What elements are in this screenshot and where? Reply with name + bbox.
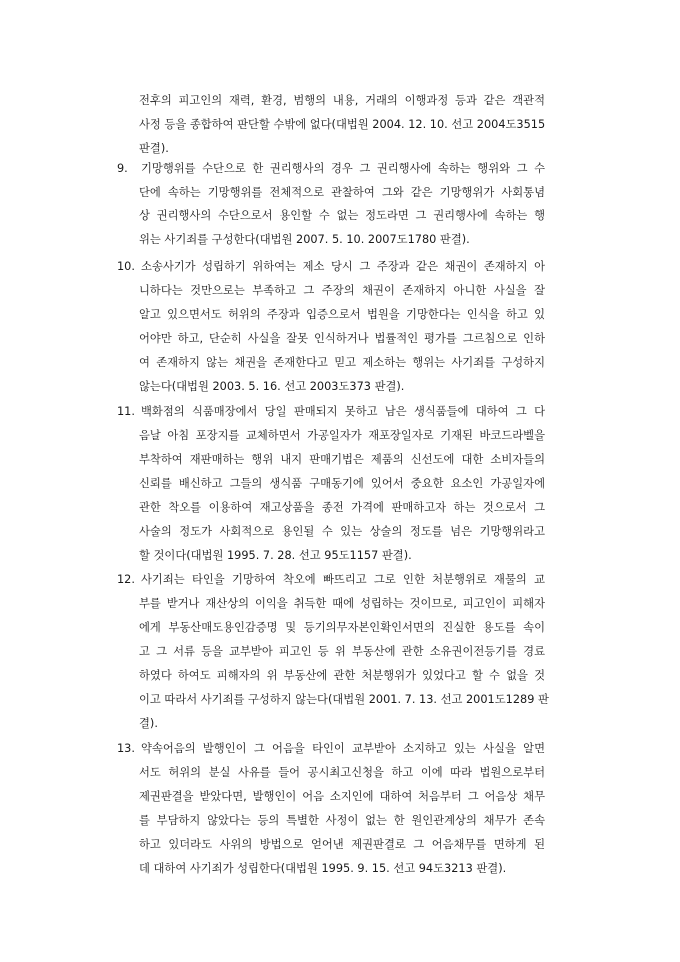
text-line: 음날 아침 포장지를 교체하면서 가공일자가 재포장일자로 기재된 바코드라벨을 bbox=[139, 429, 545, 442]
text-line: 서도 허위의 분실 사유를 들어 공시최고신청을 하고 이에 따라 법원으로부터 bbox=[139, 766, 545, 779]
text-line: 기망행위를 수단으로 한 권리행사의 경우 그 권리행사에 속하는 행위와 그 수 bbox=[141, 162, 545, 175]
text-line: 소송사기가 성립하기 위하여는 제소 당시 그 주장과 같은 채권이 존재하지 아 bbox=[141, 260, 545, 273]
text-line: 결). bbox=[139, 717, 158, 730]
item-number: 13. bbox=[117, 742, 135, 755]
text-line: 알고 있으면서도 허위의 주장과 입증으로서 법원을 기망한다는 인식을 하고 있 bbox=[139, 308, 545, 321]
item-number: 10. bbox=[117, 260, 135, 273]
text-line: 를 부담하지 않았다는 등의 특별한 사정이 없는 한 원인관계상의 채무가 존속 bbox=[139, 814, 545, 827]
text-line: 어야만 하고, 단순히 사실을 잘못 인식하거나 법률적인 평가를 그르침으로 인하 bbox=[139, 332, 545, 345]
text-line: 니하다는 것만으로는 부족하고 그 주장의 채권이 존재하지 아니한 사실을 잘 bbox=[139, 284, 545, 297]
text-line: 데 대하여 사기죄가 성립한다(대법원 1995. 9. 15. 선고 94도3213 판결). bbox=[139, 862, 507, 875]
text-line: 신뢰를 배신하고 그들의 생식품 구매동기에 있어서 중요한 요소인 가공일자에 bbox=[139, 477, 545, 490]
text-line: 관한 착오를 이용하여 재고상품을 종전 가격에 판매하고자 하는 것으로서 그 bbox=[139, 501, 545, 514]
text-line: 않는다(대법원 2003. 5. 16. 선고 2003도373 판결). bbox=[139, 380, 405, 393]
text-line: 전후의 피고인의 재력, 환경, 범행의 내용, 거래의 이행과정 등과 같은 객관적 bbox=[139, 94, 545, 107]
item-number: 9. bbox=[117, 162, 128, 175]
text-line: 고 그 서류 등을 교부받아 피고인 등 위 부동산에 관한 소유권이전등기를 경료 bbox=[139, 645, 545, 658]
text-line: 제권판결을 받았다면, 발행인이 어음 소지인에 대하여 처음부터 그 어음상 채무 bbox=[139, 790, 545, 803]
text-line: 할 것이다(대법원 1995. 7. 28. 선고 95도1157 판결). bbox=[139, 549, 412, 562]
item-number: 11. bbox=[117, 405, 135, 418]
text-line: 사정 등을 종합하여 판단할 수밖에 없다(대법원 2004. 12. 10. 선고 2004도3515 bbox=[139, 118, 546, 131]
text-line: 여 존재하지 않는 채권을 존재한다고 믿고 제소하는 행위는 사기죄를 구성하지 bbox=[139, 356, 545, 369]
text-line: 부착하여 재판매하는 행위 내지 판매기법은 제품의 신선도에 대한 소비자들의 bbox=[139, 453, 545, 466]
text-line: 에게 부동산매도용인감증명 및 등기의무자본인확인서면의 진실한 용도를 속이 bbox=[139, 621, 545, 634]
text-line: 판결). bbox=[139, 142, 169, 155]
text-line: 부를 받거나 재산상의 이익을 취득한 때에 성립하는 것이므로, 피고인이 피해자 bbox=[139, 597, 545, 610]
text-line: 단에 속하는 기망행위를 전체적으로 관찰하여 그와 같은 기망행위가 사회통념 bbox=[139, 186, 545, 199]
text-line: 위는 사기죄를 구성한다(대법원 2007. 5. 10. 2007도1780 판결). bbox=[139, 233, 470, 246]
text-line: 상 권리행사의 수단으로서 용인할 수 없는 정도라면 그 권리행사에 속하는 행 bbox=[139, 209, 545, 222]
text-line: 하였다 하여도 피해자의 위 부동산에 관한 처분행위가 있었다고 할 수 없을 것 bbox=[139, 669, 545, 682]
text-line: 백화점의 식품매장에서 당일 판매되지 못하고 남은 생식품들에 대하여 그 다 bbox=[141, 405, 545, 418]
item-number: 12. bbox=[117, 573, 135, 586]
text-line: 이고 따라서 사기죄를 구성하지 않는다(대법원 2001. 7. 13. 선고 2001도1289 판 bbox=[139, 693, 549, 706]
text-line: 사술의 정도가 사회적으로 용인될 수 있는 상술의 정도를 넘은 기망행위라고 bbox=[139, 525, 545, 538]
text-line: 약속어음의 발행인이 그 어음을 타인이 교부받아 소지하고 있는 사실을 알면 bbox=[141, 742, 545, 755]
text-line: 하고 있더라도 사위의 방법으로 얻어낸 제권판결로 그 어음채무를 면하게 된 bbox=[139, 838, 545, 851]
text-line: 사기죄는 타인을 기망하여 착오에 빠뜨리고 그로 인한 처분행위로 재물의 교 bbox=[141, 573, 545, 586]
